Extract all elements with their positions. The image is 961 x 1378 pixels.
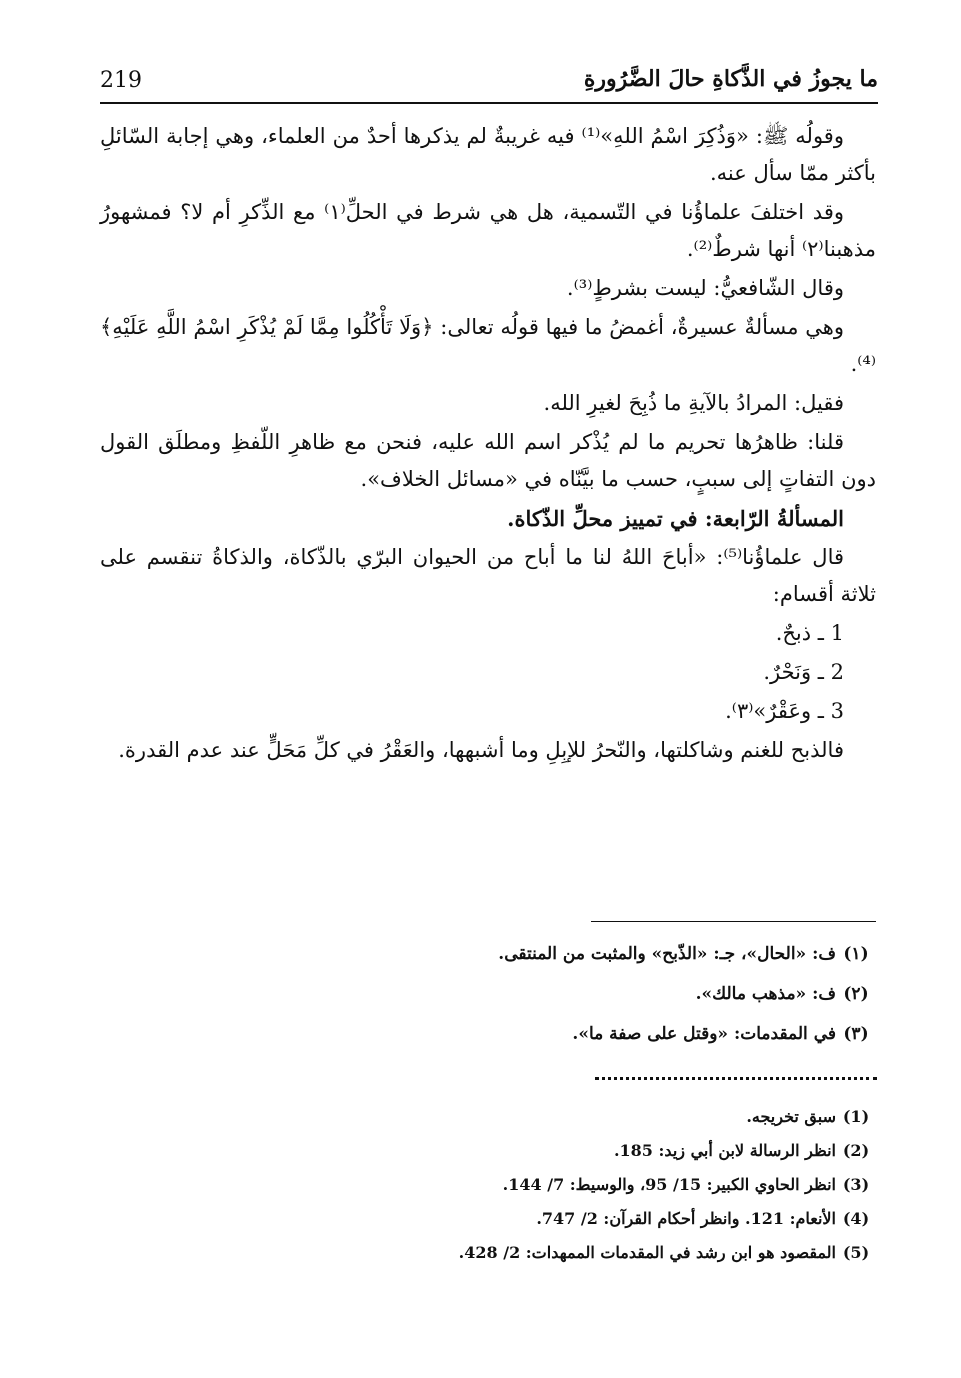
footnote [100, 1202, 876, 1236]
paragraph: وقولُه ﷺ: «وَذُكِرَ اسْمُ اللهِ»⁽¹⁾ فيه غريبةٌ لم يذكرها أحدٌ من العلماء، وهي إجابة السّائلِ بأكثر ممّا سأل عنه. [100, 124, 876, 185]
list-item: 1 ـ ذبحٌ. [775, 621, 844, 645]
paragraph: فقيل: المرادُ بالآيةِ ما ذُبِحَ لغيرِ الله. [543, 391, 844, 415]
paragraph: قال علماؤُنا⁽⁵⁾: «أباحَ اللهُ لنا ما أباح من الحيوان البرّي بالذّكاة، والذكاةُ تنقسم على ثلاثة أقسام: [100, 545, 876, 606]
running-title: ما يجوزُ في الذَّكاةِ حالَ الضَّرُورةِ [583, 66, 878, 92]
footnote-number: (٢) [843, 984, 869, 1004]
footnote-text: الأنعام: 121. وانظر أحكام القرآن: 2/ 747. [536, 1209, 836, 1228]
footnote-number: (٣) [843, 1024, 869, 1044]
footnote [100, 1236, 876, 1270]
paragraph: قلنا: ظاهرُها تحريم ما لم يُذْكر اسم الله عليه، فنحن مع ظاهرِ اللّفظِ ومطلَق القول دون التفاتٍ إلى سببٍ، حسب ما بيَّنّاه في «مسائل الخلاف». [100, 430, 876, 491]
footnote [100, 934, 876, 974]
footnote-number: (١) [843, 944, 869, 964]
footnote-text: المقصود هو ابن رشد في المقدمات الممهدات: 2/ 428. [458, 1243, 836, 1262]
page-header [100, 62, 878, 104]
footnote-text: ف: «مذهب مالك». [695, 984, 836, 1004]
list-item: 3 ـ وعَقْرٌ»⁽٣⁾. [725, 699, 844, 723]
footnote [100, 1168, 876, 1202]
footnote [100, 1100, 876, 1134]
footnote-number: (1) [842, 1107, 870, 1126]
footnote-text: انظر الحاوي الكبير: 15/ 95، والوسيط: 7/ 144. [502, 1175, 836, 1194]
footnote-number: (4) [842, 1209, 870, 1228]
paragraph: وقال الشّافعيُّ: ليست بشرطٍ⁽³⁾. [566, 276, 844, 300]
manuscript-footnotes [100, 934, 876, 1054]
body-text [100, 118, 876, 771]
section-heading: المسألةُ الرّابعة: في تمييز محلِّ الذّكاة. [507, 506, 844, 531]
footnote-separator [591, 921, 876, 922]
footnote-number: (5) [842, 1243, 870, 1262]
footnote [100, 974, 876, 1014]
footnote-text: ف: «الحال»، جـ: «الذّبح» والمثبت من المنتقى. [498, 944, 836, 964]
footnote-text: سبق تخريجه. [746, 1107, 836, 1126]
footnote [100, 1134, 876, 1168]
footnote-text: انظر الرسالة لابن أبي زيد: 185. [613, 1141, 836, 1160]
reference-footnotes [100, 1100, 876, 1270]
footnote-number: (2) [842, 1141, 870, 1160]
list-item: 2 ـ وَنَحْرٌ. [763, 660, 844, 684]
paragraph: وهي مسألةٌ عسيرةٌ، أغمضُ ما فيها قولُه تعالى: ﴿وَلَا تَأْكُلُوا مِمَّا لَمْ يُذْكَرِ اسْمُ اللَّهِ عَلَيْهِ﴾⁽⁴⁾. [100, 315, 876, 376]
paragraph: فالذبح للغنم وشاكلتها، والنّحرُ للإبِلِ وما أشبهها، والعَقْرُ في كلِّ مَحَلٍّ عند عدم القدرة. [118, 738, 844, 762]
paragraph: وقد اختلفَ علماؤُنا في التّسمية، هل هي شرط في الحلِّ⁽١⁾ مع الذِّكرِ أم لا؟ فمشهورُ مذهبنا⁽٢⁾ أنها شرطٌ⁽²⁾. [100, 200, 876, 261]
page-number: 219 [100, 68, 142, 93]
footnote [100, 1014, 876, 1054]
dotted-separator [595, 1077, 877, 1080]
footnote-number: (3) [842, 1175, 870, 1194]
footnote-text: في المقدمات: «وقتل على صفة ما». [572, 1024, 836, 1044]
